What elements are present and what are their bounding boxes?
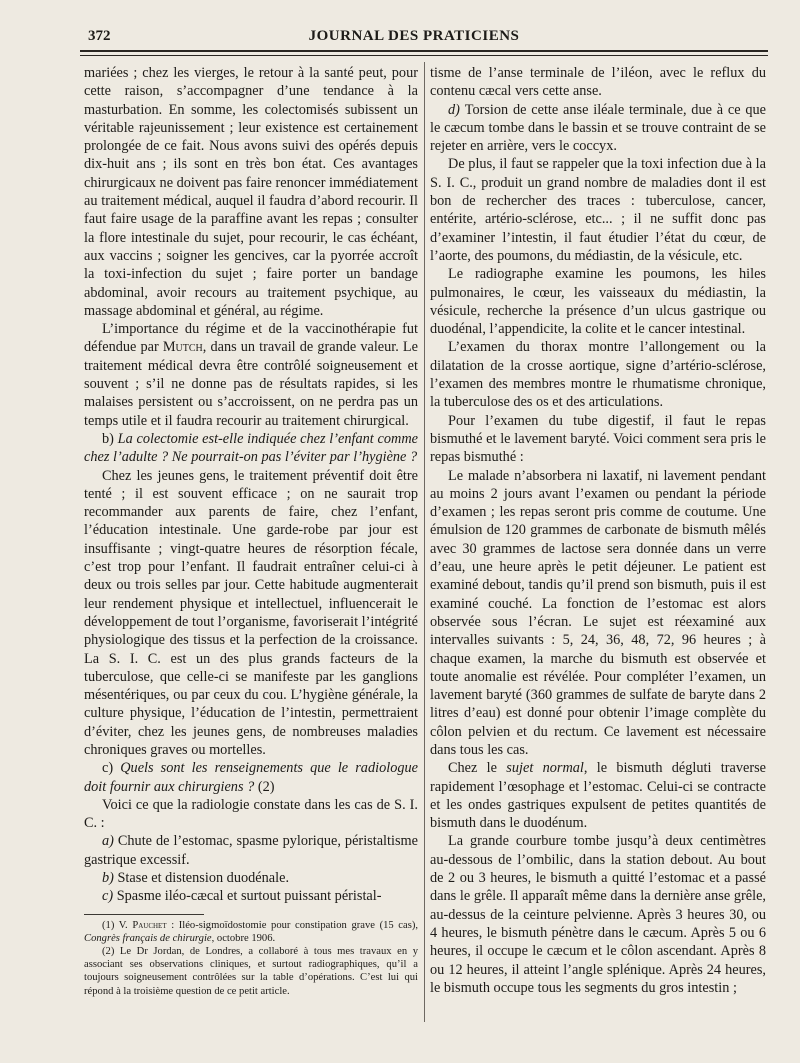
- paragraph: Pour l’examen du tube digestif, il faut le repas bismuthé et le lavement baryté. Voici comment sera pris le repas bismuthé :: [430, 412, 766, 466]
- header-rule: [80, 50, 768, 52]
- paragraph: [84, 320, 418, 430]
- paragraph: [430, 759, 766, 832]
- text-run: , le bismuth dégluti traverse rapidement l’œsophage et l’estomac. Celui-ci se contracte et les ondes gastriques expulsent de petites quantités de bismuth dans le duodénum.: [430, 760, 767, 832]
- paragraph: [84, 430, 418, 467]
- text-run: , dans un travail de grande valeur. Le traitement médical devra être contrôlé soigneusement et souvent ; s’il ne donne pas de résultats rapides, si les malaises persistent ou s’accroissent, on ne perdra pas un temps utile et il faudra recourir au traitement chirurgical.: [84, 339, 419, 429]
- paragraph: Le malade n’absorbera ni laxatif, ni lavement pendant au moins 2 jours avant l’examen ou pendant la période d’examen ; les repas seront pris comme de coutume. Une émulsion de 120 grammes de carbonate de bismuth mêlés avec 30 grammes de lactose sera donnée dans un verre d’eau, une heure après le petit déjeuner. Le patient est examiné debout, tandis qu’il prend son bismuth, puis il est examiné couché. La fonction de l’estomac est alors observée sous l’écran. Le sujet est réexaminé aux intervalles suivants : 5, 24, 36, 48, 72, 96 heures ; à chaque examen, la marche du bismuth est observée et toute anomalie est révélée. Pour compléter l’examen, un lavement baryté (360 grammes de sulfate de baryte dans 2 litres d’eau) est donné pour obtenir l’image complète du côlon pelvien et du rectum. Ce lavement est nécessaire dans tous les cas.: [430, 467, 766, 758]
- text-run: Stase et distension duodénale.: [117, 870, 290, 887]
- paragraph: [84, 759, 418, 796]
- text-run: : Iléo-sigmoïdostomie pour constipation grave (15 cas),: [166, 919, 419, 931]
- text-run: (2) Le Dr Jordan, de Londres, a collaboré à tous mes travaux en y associant ses observations cliniques, et surtout radiographiques, qu’il a toujours soigneusement contrôlées sur la table d’opérations. C’est lui qui répond à la troisième question de ce petit article.: [84, 946, 418, 997]
- text-run: , octobre 1906.: [211, 932, 276, 944]
- text-run: Torsion de cette anse iléale terminale, due à ce que le cæcum tombe dans le bassin et se trouve contraint de se rejeter en arrière, vers le coccyx.: [430, 101, 767, 155]
- page-number: 372: [88, 28, 111, 44]
- text-run: L’importance du régime et de la vaccinothérapie fut défendue par: [84, 321, 418, 356]
- footnote-rule: [84, 914, 204, 915]
- text-run: c): [102, 888, 117, 905]
- paragraph: La grande courbure tombe jusqu’à deux centimètres au-dessous de l’ombilic, dans la station debout. Au bout de 2 ou 3 heures, le bismuth a quitté l’estomac et a passé dans le grêle. Il apparaît même dans la dernière anse grêle, au-dessus de la ceinture pelvienne. Après 3 heures 30, ou 4 heures, le bismuth pénètre dans le cæcum. Après 5 ou 6 heures, il occupe le cæcum et le côlon ascendant. Après 8 ou 12 heures, il atteint l’angle splénique. Après 24 heures, le bismuth occupe tous les segments du gros intestin ;: [430, 833, 766, 996]
- text-run: Pauchet: [132, 919, 167, 931]
- paragraph: Chez les jeunes gens, le traitement préventif doit être tenté ; il est souvent efficace ; on ne saurait trop recommander aux parents de faire, chez l’enfant, l’éducation intestinale. Une garde-robe par jour est insuffisante ; vingt-quatre heures de résorption fécale, c’est trop pour l’enfant. Il faudrait entraîner celui-ci à deux ou trois selles par jour. Cette habitude augmenterait leur rendement physique et intellectuel, influencerait le développement de tout l’organisme, favoriserait l’intégrité physiologique des tissus et la perfection de la croissance. La S. I. C. est un des plus grands facteurs de la tuberculose, que celle-ci se manifeste par les ganglions mésentériques, ou par ceux du cou. L’hygiène générale, la culture physique, l’éducation de l’intestin, permettraient d’éviter, chez les jeunes gens, de nombreuses maladies chroniques graves ou mortelles.: [84, 467, 419, 758]
- text-run: Chez le: [448, 760, 507, 777]
- header-rule-thin: [80, 55, 768, 56]
- paragraph: [430, 101, 766, 156]
- paragraph: [84, 887, 418, 905]
- text-run: Congrès français de chirurgie: [84, 932, 212, 944]
- journal-title: JOURNAL DES PRATICIENS: [308, 28, 520, 44]
- text-run: Spasme iléo-cæcal et surtout puissant péristal-: [116, 888, 382, 905]
- text-run: Quels sont les renseignements que le radiologue doit fournir aux chirurgiens ?: [84, 760, 418, 795]
- paragraph: [84, 869, 418, 887]
- text-run: d): [448, 101, 465, 118]
- text-run: (1) V.: [102, 919, 133, 931]
- paragraph: mariées ; chez les vierges, le retour à la santé peut, pour cette raison, s’accompagner d’une tendance à la masturbation. En somme, les colectomisés subissent un véritable rajeunissement ; leur existence est certainement prolongée de ce fait. Nous avons suivi des opérés depuis dix-huit ans ; ils sont en très bon état. Ces avantages chirurgicaux ne doivent pas faire renoncer immédiatement au traitement médical, auquel il faudra d’abord recourir. Il faut faire usage de la paraffine avant les repas ; consulter la flore intestinale du sujet, pour recourir, le cas échéant, aux vaccins ; soigner les gencives, car la pyorrée accroît la toxi-infection du sujet ; faire porter un bandage abdominal, avoir recours au traitement psychique, au massage abdominal et général, au régime.: [84, 65, 418, 319]
- paragraph: Voici ce que la radiologie constate dans les cas de S. I. C. :: [84, 796, 418, 832]
- text-run: (2): [254, 778, 275, 795]
- text-run: Chute de l’estomac, spasme pylorique, péristaltisme gastrique excessif.: [84, 833, 418, 868]
- left-column: [84, 64, 418, 998]
- right-column: [430, 64, 766, 997]
- paragraph: De plus, il faut se rappeler que la toxi infection due à la S. I. C., produit un grand nombre de maladies dont il est bon de rechercher des traces : tuberculose, cancer, entérite, artério-sclérose, etc... ; il ne suffit donc pas d’examiner l’intestin, il faut étudier l’état du cœur, de l’aorte, des poumons, du médiastin, de la vésicule, etc.: [430, 156, 766, 264]
- text-run: b): [102, 870, 118, 887]
- text-run: b): [102, 430, 118, 447]
- text-run: sujet normal: [506, 760, 584, 777]
- paragraph: L’examen du thorax montre l’allongement ou la dilatation de la crosse aortique, signe d’artério-sclérose, l’examen des membres montre le rhumatisme chronique, la tuberculose des os et des articulations.: [430, 339, 766, 411]
- text-run: a): [102, 833, 118, 850]
- paragraph: tisme de l’anse terminale de l’iléon, avec le reflux du contenu cæcal vers cette anse.: [430, 65, 766, 100]
- paragraph: [84, 832, 418, 869]
- paragraph: Le radiographe examine les poumons, les hiles pulmonaires, le cœur, les vaisseaux du médiastin, la vésicule, recherche la présence d’un ulcus gastrique ou duodénal, l’appendicite, la colite et le cancer intestinal.: [430, 266, 766, 338]
- running-header: [58, 28, 770, 50]
- text-run: Mutch: [162, 339, 203, 356]
- text-run: c): [102, 760, 121, 777]
- footnote: [84, 945, 418, 998]
- footnote: [84, 919, 418, 945]
- column-divider: [424, 62, 425, 1022]
- text-run: La colectomie est-elle indiquée chez l’enfant comme chez l’adulte ? Ne pourrait-on pas l’éviter par l’hygiène ?: [84, 430, 418, 466]
